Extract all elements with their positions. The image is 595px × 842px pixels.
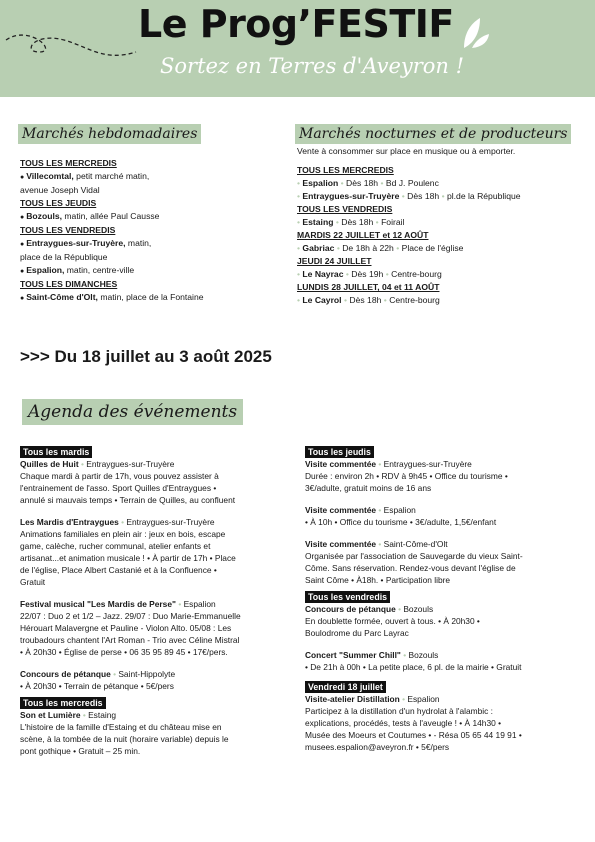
weekly-line <box>20 210 204 224</box>
event-name: Visite-atelier Distillation <box>305 694 400 704</box>
event-name: Visite commentée <box>305 459 377 469</box>
night-line <box>297 281 521 294</box>
event-detail-line: • De 21h à 00h • La petite place, 6 pl. de la mairie • Gratuit <box>305 662 522 672</box>
event-place: Entraygues-sur-Truyère <box>126 517 215 527</box>
event-detail-line: pont gothique • Gratuit – 25 min. <box>20 746 141 756</box>
leaf-icon <box>462 14 490 50</box>
event-name: Quilles de Huit <box>20 459 79 469</box>
weekly-line <box>20 224 204 237</box>
event-detail-line: Côme. Sans réservation. Rendez-vous devant l'église de <box>305 563 516 573</box>
night-line <box>297 229 521 242</box>
event-detail-line: explications, procédés, tests à l'aveugle ! • À 14h30 • <box>305 718 502 728</box>
market-details: matin, centre-ville <box>64 265 135 275</box>
market-town: Le Nayrac <box>302 269 344 279</box>
event-header <box>305 649 567 661</box>
event-detail-line: Participez à la distillation d'un hydrolat à l'alambic : <box>305 706 494 716</box>
bullet-dot: • <box>297 217 303 227</box>
event-detail-line: de l'église, Place Albert Castanié et à la Confluence • <box>20 565 217 575</box>
market-details: matin, place de la Fontaine <box>97 292 204 302</box>
event-visite-entraygues <box>305 458 567 494</box>
event-detail-line: scène, à la tombée de la nuit (horaire variable) depuis le <box>20 734 229 744</box>
bullet-dot: • <box>396 243 402 253</box>
event-detail-line: 22/07 : Duo 2 et 1/2 – Jazz. 29/07 : Duo Marie-Emmanuelle <box>20 611 241 621</box>
day-heading: TOUS LES MERCREDIS <box>20 158 117 168</box>
night-line <box>297 164 521 177</box>
night-line <box>297 177 521 190</box>
weekly-markets-title: Marchés hebdomadaires <box>18 124 201 144</box>
event-header <box>305 538 567 550</box>
night-line <box>297 294 521 307</box>
market-town: Saint-Côme d'Olt, <box>26 292 98 302</box>
bullet-icon: ● <box>20 174 27 181</box>
bullet-dot: • <box>80 459 87 469</box>
event-petanque-saint-hippolyte <box>20 668 282 692</box>
left-agenda-column <box>20 446 282 757</box>
date-heading: LUNDIS 28 JUILLET, 04 et 11 AOÛT <box>297 282 440 292</box>
event-visite-saint-come <box>305 538 567 586</box>
market-place: Centre-bourg <box>391 269 442 279</box>
night-line <box>297 216 521 229</box>
market-details: place de la République <box>20 252 108 262</box>
night-line <box>297 255 521 268</box>
event-detail-line: Hérouart Malavergne et Pauline - Violon Alto. 05/08 : Les <box>20 623 232 633</box>
event-detail-line: Boulodrome du Parc Layrac <box>305 628 409 638</box>
event-name: Visite commentée <box>305 505 377 515</box>
market-time: Dès 19h <box>351 269 386 279</box>
event-name: Les Mardis d'Entraygues <box>20 517 119 527</box>
weekly-line <box>20 264 204 278</box>
event-header <box>20 709 282 721</box>
event-detail-line: • À 20h30 • Terrain de pétanque • 5€/pers <box>20 681 174 691</box>
event-header <box>305 504 567 516</box>
event-place: Saint-Côme-d'Olt <box>383 539 448 549</box>
bullet-dot: • <box>343 295 350 305</box>
market-place: Place de l'église <box>401 243 464 253</box>
market-town: Le Cayrol <box>302 295 342 305</box>
event-name: Son et Lumière <box>20 710 81 720</box>
event-detail-line: Chaque mardi à partir de 17h, vous pouvez assister à <box>20 471 219 481</box>
bullet-dot: • <box>375 217 382 227</box>
market-details: matin, allée Paul Causse <box>62 211 160 221</box>
event-detail-line: Gratuit <box>20 577 46 587</box>
event-header <box>305 603 567 615</box>
weekly-line <box>20 197 204 210</box>
event-name: Visite commentée <box>305 539 377 549</box>
market-town: Espalion, <box>26 265 65 275</box>
market-place: Bd J. Poulenc <box>385 178 439 188</box>
dashed-swirl-decoration <box>4 22 139 72</box>
event-son-lumiere <box>20 709 282 757</box>
day-heading: TOUS LES VENDREDIS <box>20 225 116 235</box>
tag-fridays: Tous les vendredis <box>305 591 390 603</box>
page-subtitle: Sortez en Terres d'Aveyron ! <box>160 54 465 78</box>
bullet-dot: • <box>178 599 184 609</box>
market-town: Estaing <box>302 217 334 227</box>
event-detail-line: l'entrainement de l'asso. Sport Quilles d'Entraygues • <box>20 483 217 493</box>
event-place: Espalion <box>407 694 440 704</box>
date-heading: TOUS LES MERCREDIS <box>297 165 394 175</box>
weekly-line <box>20 278 204 291</box>
event-detail-line: Durée : environ 2h • RDV à 9h45 • Office du tourisme • <box>305 471 508 481</box>
tag-thursdays: Tous les jeudis <box>305 446 374 458</box>
agenda-title: Agenda des événements <box>22 399 243 425</box>
market-town: Entraygues-sur-Truyère, <box>26 238 126 248</box>
event-detail-line: game, calèche, rucher communal, atelier enfants et <box>20 541 211 551</box>
market-town: Espalion <box>302 178 339 188</box>
bullet-dot: • <box>380 178 386 188</box>
day-heading: TOUS LES JEUDIS <box>20 198 97 208</box>
bullet-dot: • <box>82 710 89 720</box>
event-detail-line: Organisée par l'association de Sauvegarde du vieux Saint- <box>305 551 523 561</box>
bullet-icon: ● <box>20 295 27 302</box>
event-place: Bozouls <box>403 604 434 614</box>
market-details: matin, <box>125 238 152 248</box>
bullet-dot: • <box>345 269 352 279</box>
bullet-dot: • <box>378 539 384 549</box>
event-detail-line: • À 20h30 • Église de perse • 06 35 95 89 45 • 17€/pers. <box>20 647 228 657</box>
event-detail-line: Animations familiales en plein air : jeux en bois, escape <box>20 529 226 539</box>
bullet-dot: • <box>297 243 303 253</box>
weekly-markets-list <box>20 157 204 305</box>
event-name: Concours de pétanque <box>305 604 396 614</box>
event-petanque-bozouls <box>305 603 567 639</box>
header-banner <box>0 0 595 97</box>
bullet-dot: • <box>340 178 347 188</box>
date-range-heading: >>> Du 18 juillet au 3 août 2025 <box>20 347 272 366</box>
bullet-dot: • <box>398 604 404 614</box>
market-time: Dès 18h <box>341 217 376 227</box>
event-place: Estaing <box>88 710 117 720</box>
market-place: Foirail <box>381 217 405 227</box>
market-time: De 18h à 22h <box>342 243 397 253</box>
bullet-dot: • <box>401 191 408 201</box>
market-town: Entraygues-sur-Truyère <box>302 191 400 201</box>
night-markets-block <box>297 145 521 307</box>
bullet-dot: • <box>335 217 342 227</box>
date-heading: JEUDI 24 JUILLET <box>297 256 372 266</box>
event-detail-line: Musée des Moeurs et Coutumes • - Résa 05 65 44 19 91 • <box>305 730 522 740</box>
event-header <box>305 693 567 705</box>
market-time: Dès 18h <box>407 191 442 201</box>
event-mardis-entraygues <box>20 516 282 588</box>
weekly-line <box>20 184 204 197</box>
event-distillation <box>305 693 567 753</box>
night-markets-intro: Vente à consommer sur place en musique ou à emporter. <box>297 146 516 156</box>
event-detail-line: L'histoire de la famille d'Estaing et du château mise en <box>20 722 222 732</box>
market-place: pl.de la République <box>446 191 521 201</box>
date-heading: MARDIS 22 JUILLET et 12 AOÛT <box>297 230 429 240</box>
tag-tuesdays: Tous les mardis <box>20 446 92 458</box>
date-heading: TOUS LES VENDREDIS <box>297 204 393 214</box>
weekly-line <box>20 251 204 264</box>
night-line <box>297 190 521 203</box>
market-details: petit marché matin, <box>73 171 150 181</box>
event-name: Concert "Summer Chill" <box>305 650 401 660</box>
event-quilles <box>20 458 282 506</box>
event-detail-line: En doublette formée, ouvert à tous. • À 20h30 • <box>305 616 480 626</box>
bullet-dot: • <box>378 459 384 469</box>
event-detail-line: annulé si mauvais temps • Terrain de Quilles, au confluent <box>20 495 236 505</box>
bullet-dot: • <box>378 505 384 515</box>
market-town: Gabriac <box>302 243 335 253</box>
event-detail-line: 3€/adulte, gratuit moins de 16 ans <box>305 483 432 493</box>
bullet-icon: ● <box>20 214 27 221</box>
event-place: Saint-Hippolyte <box>118 669 176 679</box>
bullet-dot: • <box>441 191 447 201</box>
event-detail-line: • À 10h • Office du tourisme • 3€/adulte, 1,5€/enfant <box>305 517 497 527</box>
event-detail-line: artisanat...et animation musicale ! • À partir de 17h • Place <box>20 553 236 563</box>
bullet-dot: • <box>297 178 303 188</box>
event-header <box>20 598 282 610</box>
weekly-line <box>20 291 204 305</box>
event-name: Festival musical "Les Mardis de Perse" <box>20 599 176 609</box>
page-title: Le Prog’FESTIF <box>138 2 454 46</box>
event-header <box>20 458 282 470</box>
market-town: Bozouls, <box>26 211 62 221</box>
night-line <box>297 203 521 216</box>
tag-wednesdays: Tous les mercredis <box>20 697 106 709</box>
market-time: Dès 18h <box>346 178 381 188</box>
day-heading: TOUS LES DIMANCHES <box>20 279 118 289</box>
bullet-dot: • <box>403 650 409 660</box>
event-place: Espalion <box>383 505 416 515</box>
right-agenda-column <box>305 446 567 753</box>
event-festival-perse <box>20 598 282 658</box>
night-line <box>297 242 521 255</box>
event-detail-line: musees.espalion@aveyron.fr • 5€/pers <box>305 742 450 752</box>
weekly-line <box>20 157 204 170</box>
bullet-dot: • <box>336 243 343 253</box>
event-header <box>20 668 282 680</box>
market-time: Dès 18h <box>349 295 384 305</box>
bullet-dot: • <box>383 295 390 305</box>
event-place: Entraygues-sur-Truyère <box>86 459 175 469</box>
bullet-icon: ● <box>20 268 27 275</box>
bullet-dot: • <box>113 669 119 679</box>
event-header <box>20 516 282 528</box>
market-details: avenue Joseph Vidal <box>20 185 100 195</box>
bullet-dot: • <box>402 694 408 704</box>
bullet-dot: • <box>297 191 303 201</box>
event-place: Espalion <box>183 599 216 609</box>
event-visite-espalion <box>305 504 567 528</box>
weekly-line <box>20 170 204 184</box>
bullet-dot: • <box>121 517 127 527</box>
night-line <box>297 268 521 281</box>
event-place: Bozouls <box>408 650 439 660</box>
event-place: Entraygues-sur-Truyère <box>383 459 472 469</box>
event-concert-summer-chill <box>305 649 567 673</box>
night-markets-title: Marchés nocturnes et de producteurs <box>295 124 571 144</box>
market-place: Centre-bourg <box>389 295 440 305</box>
bullet-icon: ● <box>20 241 27 248</box>
market-town: Villecomtal, <box>26 171 74 181</box>
bullet-dot: • <box>297 295 303 305</box>
event-detail-line: troubadours chantent l'Art Roman - Trio avec Céline Mistral <box>20 635 240 645</box>
event-detail-line: Saint Côme • À18h. • Participation libre <box>305 575 451 585</box>
night-markets-list <box>297 164 521 307</box>
tag-friday-18-july: Vendredi 18 juillet <box>305 681 386 693</box>
bullet-dot: • <box>297 269 303 279</box>
bullet-dot: • <box>385 269 392 279</box>
weekly-line <box>20 237 204 251</box>
event-name: Concours de pétanque <box>20 669 111 679</box>
event-header <box>305 458 567 470</box>
